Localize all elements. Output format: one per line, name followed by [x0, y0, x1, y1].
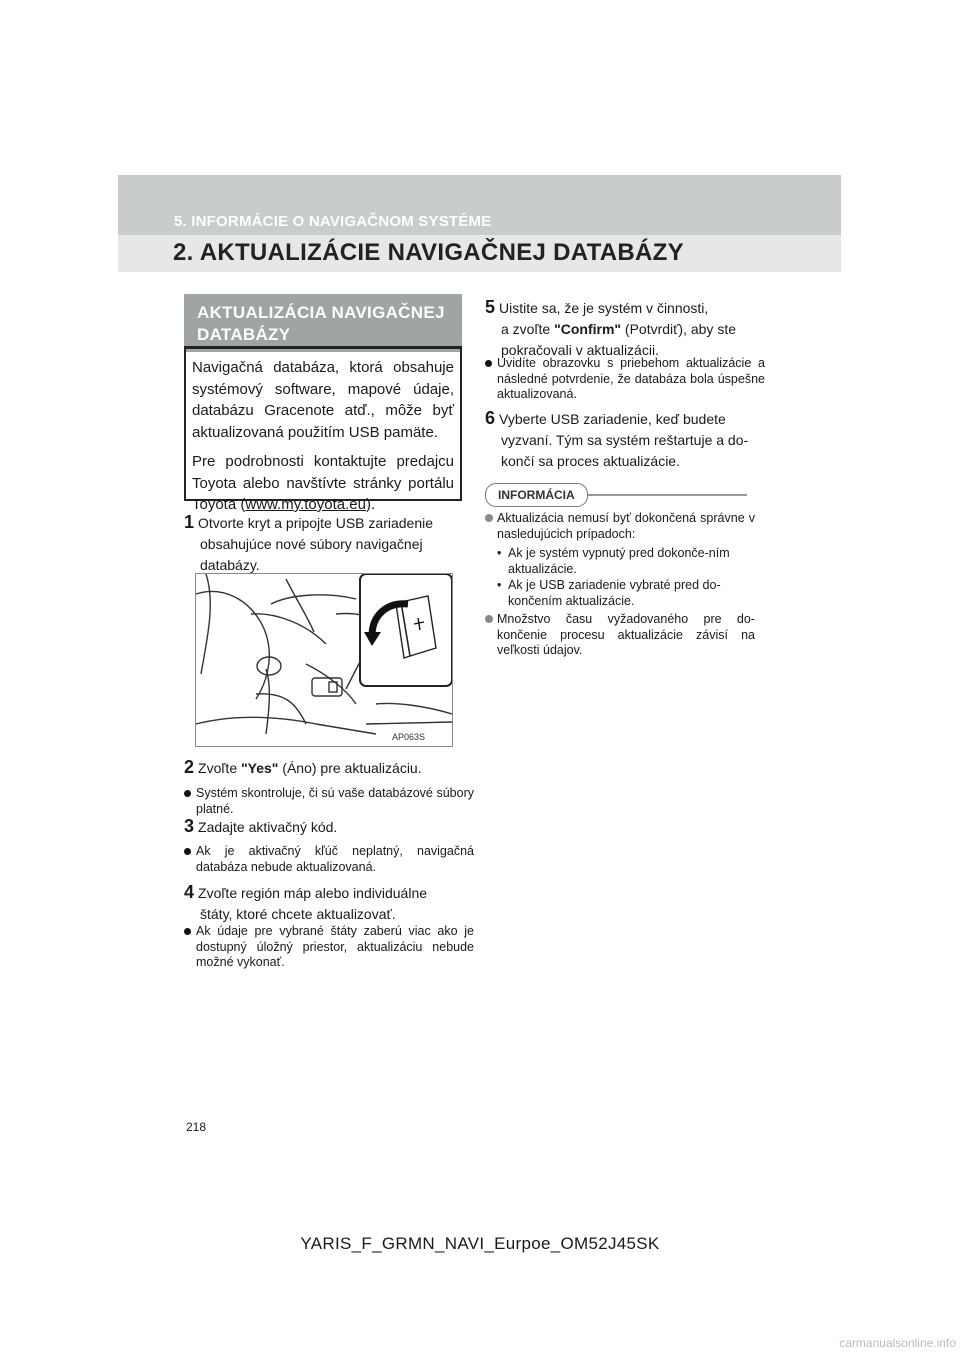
- step-6: [485, 408, 753, 472]
- step-4: [184, 882, 464, 925]
- step-5-note: Uvidíte obrazovku s priebehom aktualizácie a následné potvrdenie, že databáza bola úspešne aktualizovaná.: [485, 356, 765, 403]
- step-number: 6: [485, 408, 496, 428]
- step-1: [184, 512, 464, 576]
- step-text: (Potvrdiť), aby ste: [621, 321, 736, 337]
- illustration-code: AP063S: [392, 732, 426, 742]
- info-note-2: Množstvo času vyžadovaného pre do-končenie procesu aktualizácie závisí na veľkosti údajov.: [485, 612, 755, 659]
- step-text: Zadajte aktivačný kód.: [198, 819, 338, 835]
- step-4-note: Ak údaje pre vybrané štáty zaberú viac ako je dostupný úložný priestor, aktualizáciu nebude možné vykonať.: [184, 924, 474, 971]
- step-text: vyzvaní. Tým sa systém reštartuje a do-: [501, 432, 749, 448]
- section-title: 5. INFORMÁCIE O NAVIGAČNOM SYSTÉME: [174, 213, 492, 230]
- step-text: Uistite sa, že je systém v činnosti,: [499, 300, 709, 316]
- step-3: [184, 816, 464, 838]
- info-badge: INFORMÁCIA: [485, 483, 588, 507]
- intro-box: [184, 349, 462, 513]
- step-text: (Áno) pre aktualizáciu.: [278, 760, 422, 776]
- step-3-note: Ak je aktivačný kľúč neplatný, navigačná databáza nebude aktualizovaná.: [184, 844, 474, 875]
- step-number: 5: [485, 297, 496, 317]
- step-text: pokračovali v aktualizácii.: [501, 342, 659, 358]
- info-note-1: Aktualizácia nemusí byť dokončená správne v nasledujúcich prípadoch:: [485, 511, 755, 542]
- step-text: Zvoľte: [198, 760, 241, 776]
- box-heading-line2: DATABÁZY: [197, 325, 291, 344]
- step-text: obsahujúce nové súbory navigačnej: [200, 536, 423, 552]
- contact-text-end: ).: [365, 496, 376, 513]
- step-text: Otvorte kryt a pripojte USB zariadenie: [198, 515, 434, 531]
- usb-port-illustration: [195, 573, 453, 747]
- step-number: 4: [184, 882, 195, 902]
- contact-text: Pre podrobnosti kontaktujte predajcu Toyota alebo navštívte stránky portálu Toyota (: [192, 453, 454, 513]
- step-2-note: Systém skontroluje, či sú vaše databázové súbory platné.: [184, 786, 474, 817]
- step-text: končí sa proces aktualizácie.: [501, 453, 680, 469]
- step-number: 2: [184, 757, 195, 777]
- car-interior-drawing: [196, 574, 452, 746]
- step-text: Zvoľte región máp alebo individuálne: [198, 885, 428, 901]
- chapter-title: 2. AKTUALIZÁCIE NAVIGAČNEJ DATABÁZY: [173, 239, 684, 266]
- info-subnote-1: • Ak je systém vypnutý pred dokonče-ním aktualizácie.: [497, 546, 754, 577]
- page-number: 218: [186, 1120, 207, 1134]
- box-heading-line1: AKTUALIZÁCIA NAVIGAČNEJ: [197, 303, 445, 322]
- yes-option: "Yes": [241, 760, 279, 776]
- step-text: Vyberte USB zariadenie, keď budete: [499, 411, 726, 427]
- step-text: štáty, ktoré chcete aktualizovať.: [200, 906, 396, 922]
- toyota-portal-link[interactable]: www.my.toyota.eu: [245, 496, 366, 513]
- watermark: carmanualsonline.info: [839, 1336, 956, 1350]
- step-text: a zvoľte: [501, 321, 555, 337]
- box-heading: [184, 294, 462, 352]
- step-text: databázy.: [200, 557, 260, 573]
- step-text: [485, 319, 753, 340]
- confirm-option: "Confirm": [554, 321, 622, 337]
- document-code: YARIS_F_GRMN_NAVI_Eurpoe_OM52J45SK: [300, 1234, 660, 1253]
- step-number: 1: [184, 512, 195, 532]
- step-2: [184, 757, 464, 779]
- intro-paragraph: Navigačná databáza, ktorá obsahuje systémový software, mapové údaje, databázu Gracenote atď., môže byť aktualizovaná použitím USB pamäte.: [192, 359, 454, 441]
- step-number: 3: [184, 816, 195, 836]
- info-subnote-2: • Ak je USB zariadenie vybraté pred do-končením aktualizácie.: [497, 578, 754, 609]
- contact-paragraph: [192, 451, 454, 516]
- step-5: [485, 297, 753, 361]
